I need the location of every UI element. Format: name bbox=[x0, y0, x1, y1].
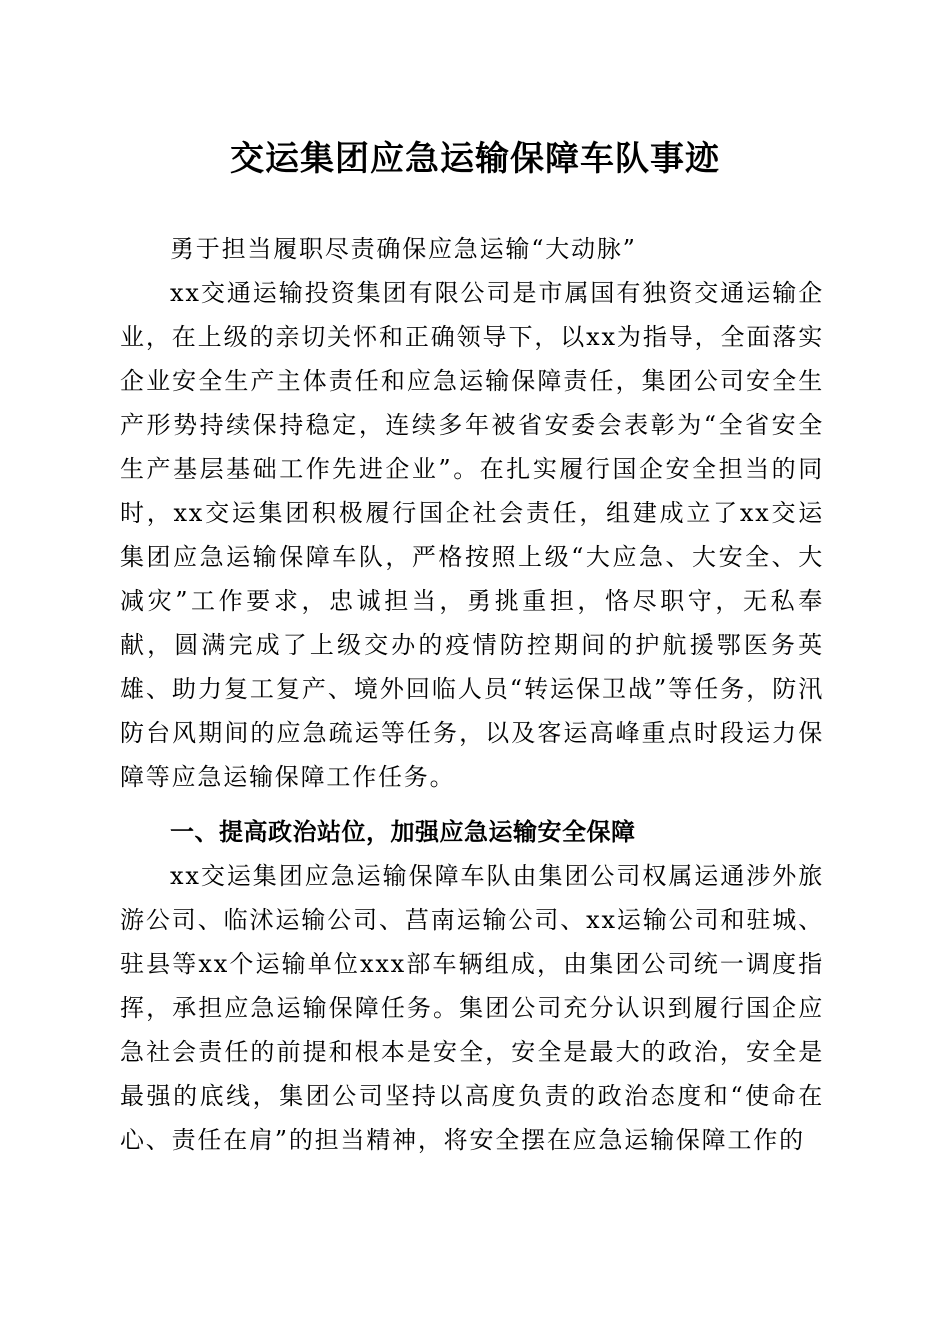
document-subtitle: 勇于担当履职尽责确保应急运输“大动脉” bbox=[170, 235, 637, 263]
section-1-paragraph: xx交运集团应急运输保障车队由集团公司权属运通涉外旅游公司、临沭运输公司、莒南运输公司、xx运输公司和驻城、驻县等xx个运输单位xxx部车辆组成，由集团公司统一调度指挥，承担应急运输保障任务。集团公司充分认识到履行国企应急社会责任的前提和根本是安全，安全是最大的政治，安全是最强的底线，集团公司坚持以高度负责的政治态度和“使命在心、责任在肩”的担当精神，将安全摆在应急运输保障工作的 bbox=[120, 862, 824, 1154]
intro-paragraph: xx交通运输投资集团有限公司是市属国有独资交通运输企业，在上级的亲切关怀和正确领导下，以xx为指导，全面落实企业安全生产主体责任和应急运输保障责任，集团公司安全生产形势持续保持稳定，连续多年被省安委会表彰为“全省安全生产基层基础工作先进企业”。在扎实履行国企安全担当的同时，xx交运集团积极履行国企社会责任，组建成立了xx交运集团应急运输保障车队，严格按照上级“大应急、大安全、大减灾”工作要求，忠诚担当，勇挑重担，恪尽职守，无私奉献，圆满完成了上级交办的疫情防控期间的护航援鄂医务英雄、助力复工复产、境外回临人员“转运保卫战”等任务，防汛防台风期间的应急疏运等任务，以及客运高峰重点时段运力保障等应急运输保障工作任务。 bbox=[120, 279, 824, 791]
section-heading-1: 一、提高政治站位，加强应急运输安全保障 bbox=[170, 818, 636, 846]
document-title: 交运集团应急运输保障车队事迹 bbox=[230, 139, 720, 179]
